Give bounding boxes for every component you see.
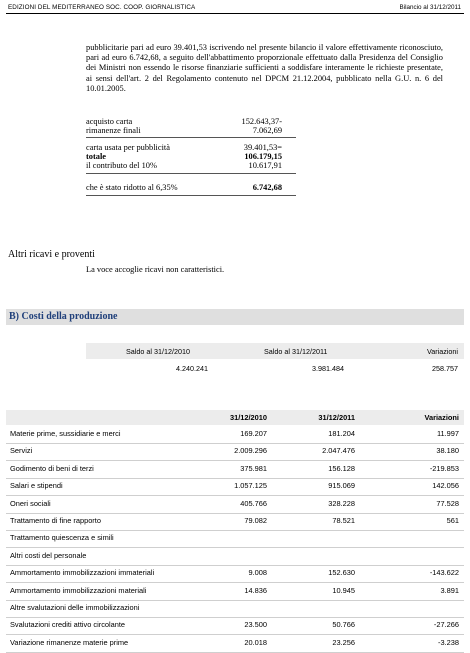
value-2011: 78.521 [332, 516, 355, 525]
column-header-2010: 31/12/2010 [230, 413, 267, 422]
value-2010: 375.981 [240, 463, 267, 473]
row-label: Ammortamento immobilizzazioni materiali [10, 585, 147, 595]
calc-label: rimanenze finali [86, 126, 141, 135]
value-2010: 169.207 [240, 429, 267, 438]
value-variazioni: -219.853 [429, 463, 459, 473]
calc-value: 39.401,53= [243, 143, 282, 152]
calc-divider [86, 137, 296, 138]
value-variazioni: -143.622 [429, 568, 459, 578]
row-label: Trattamento quiescenza e simili [10, 533, 114, 543]
table-row [6, 513, 464, 531]
company-name: EDIZIONI DEL MEDITERRANEO SOC. COOP. GIORNALISTICA [8, 4, 196, 11]
header-divider [6, 13, 464, 14]
table-row [6, 600, 464, 618]
saldo-header-2011: Saldo al 31/12/2011 [264, 347, 328, 356]
value-variazioni: 561 [446, 516, 459, 525]
value-2011: 181.204 [328, 429, 355, 438]
section-bar-costi [6, 309, 464, 325]
saldo-value-variazioni: 258.757 [432, 364, 458, 373]
cost-table-header [6, 410, 464, 425]
row-label: Oneri sociali [10, 498, 51, 508]
value-variazioni: -3.238 [438, 637, 459, 647]
calc-row-ridotto [86, 183, 296, 192]
table-row [6, 617, 464, 635]
table-row [6, 478, 464, 496]
table-row [6, 635, 464, 653]
saldo-value-2010: 4.240.241 [176, 364, 208, 373]
value-variazioni: -27.266 [433, 620, 459, 630]
section-title-altri-ricavi: Altri ricavi e proventi [8, 249, 95, 260]
value-2010: 14.836 [244, 585, 267, 595]
row-label: Altri costi del personale [10, 550, 87, 560]
table-row [6, 426, 464, 444]
calc-value: 7.062,69 [252, 126, 282, 135]
contribution-paragraph: pubblicitarie pari ad euro 39.401,53 iscrivendo nel presente bilancio il valore effettivamente riconosciuto, pari ad euro 6.742,68, a seguito dell'abbattimento proporzionale effettuato dalla Presidenza del Consiglio dei Ministri non essendo le risorse finanziarie sufficienti a soddisfare interamente le richieste presentate, ai sensi dell'art. 2 del Regolamento contenuto nel DPCM 21.12.2004, pubblicato nella G.U. n. 6 del 10.01.2005. [86, 43, 443, 93]
row-label: Trattamento di fine rapporto [10, 516, 101, 525]
value-2010: 1.057.125 [234, 481, 267, 491]
row-label: Variazione rimanenze materie prime [10, 637, 129, 647]
calc-row-totale [86, 152, 296, 161]
value-2011: 152.630 [328, 568, 355, 578]
value-2011: 23.256 [332, 637, 355, 647]
value-2011: 915.069 [328, 481, 355, 491]
row-label: Servizi [10, 446, 33, 456]
table-row [6, 443, 464, 461]
saldo-values [86, 364, 464, 376]
value-variazioni: 38.180 [436, 446, 459, 456]
row-label: Godimento di beni di terzi [10, 463, 94, 473]
calc-value: 10.617,91 [248, 161, 282, 170]
calc-divider [86, 195, 296, 196]
calc-divider [86, 173, 296, 174]
saldo-header-2010: Saldo al 31/12/2010 [126, 347, 190, 356]
row-label: Altre svalutazioni delle immobilizzazioni [10, 603, 140, 612]
calc-label: che è stato ridotto al 6,35% [86, 183, 178, 192]
row-label: Ammortamento immobilizzazioni immateriali [10, 568, 155, 578]
calc-value: 152.643,37- [241, 117, 282, 126]
section-text-altri-ricavi: La voce accoglie ricavi non caratteristici. [86, 265, 225, 274]
row-label: Materie prime, sussidiarie e merci [10, 429, 121, 438]
value-variazioni: 3.891 [440, 585, 459, 595]
column-header-2011: 31/12/2011 [318, 413, 355, 422]
value-2010: 23.500 [244, 620, 267, 630]
table-row [6, 530, 464, 548]
calc-row-rimanenze [86, 126, 296, 135]
calc-label: carta usata per pubblicità [86, 143, 170, 152]
value-2010: 405.766 [240, 498, 267, 508]
value-2011: 10.945 [332, 585, 355, 595]
saldo-header [86, 343, 464, 359]
calc-label: acquisto carta [86, 117, 133, 126]
value-2011: 156.128 [328, 463, 355, 473]
value-variazioni: 142.056 [432, 481, 459, 491]
value-2010: 79.082 [244, 516, 267, 525]
calc-value: 6.742,68 [252, 183, 282, 192]
calc-label: totale [86, 152, 106, 161]
value-2011: 328.228 [328, 498, 355, 508]
calc-value: 106.179,15 [244, 152, 282, 161]
row-label: Salari e stipendi [10, 481, 63, 491]
table-row [6, 461, 464, 479]
value-2011: 50.766 [332, 620, 355, 630]
value-2010: 20.018 [244, 637, 267, 647]
value-variazioni: 77.528 [436, 498, 459, 508]
calc-block-3 [86, 183, 296, 192]
value-2010: 2.009.296 [234, 446, 267, 456]
calc-block-2 [86, 143, 296, 170]
calc-row-acquisto [86, 117, 296, 126]
saldo-value-2011: 3.981.484 [312, 364, 344, 373]
table-row [6, 583, 464, 601]
calc-row-contributo [86, 161, 296, 170]
value-2010: 9.008 [248, 568, 267, 578]
calc-row-carta-usata [86, 143, 296, 152]
value-2011: 2.047.476 [322, 446, 355, 456]
saldo-header-variazioni: Variazioni [426, 347, 458, 356]
value-variazioni: 11.997 [436, 429, 459, 438]
section-title-costi: B) Costi della produzione [9, 311, 118, 322]
column-header-variazioni: Variazioni [424, 413, 459, 422]
table-row [6, 496, 464, 514]
document-title: Bilancio al 31/12/2011 [399, 4, 461, 11]
row-label: Svalutazioni crediti attivo circolante [10, 620, 126, 630]
table-row [6, 548, 464, 566]
calc-block-1 [86, 117, 296, 135]
table-row [6, 565, 464, 583]
calc-label: il contributo del 10% [86, 161, 157, 170]
